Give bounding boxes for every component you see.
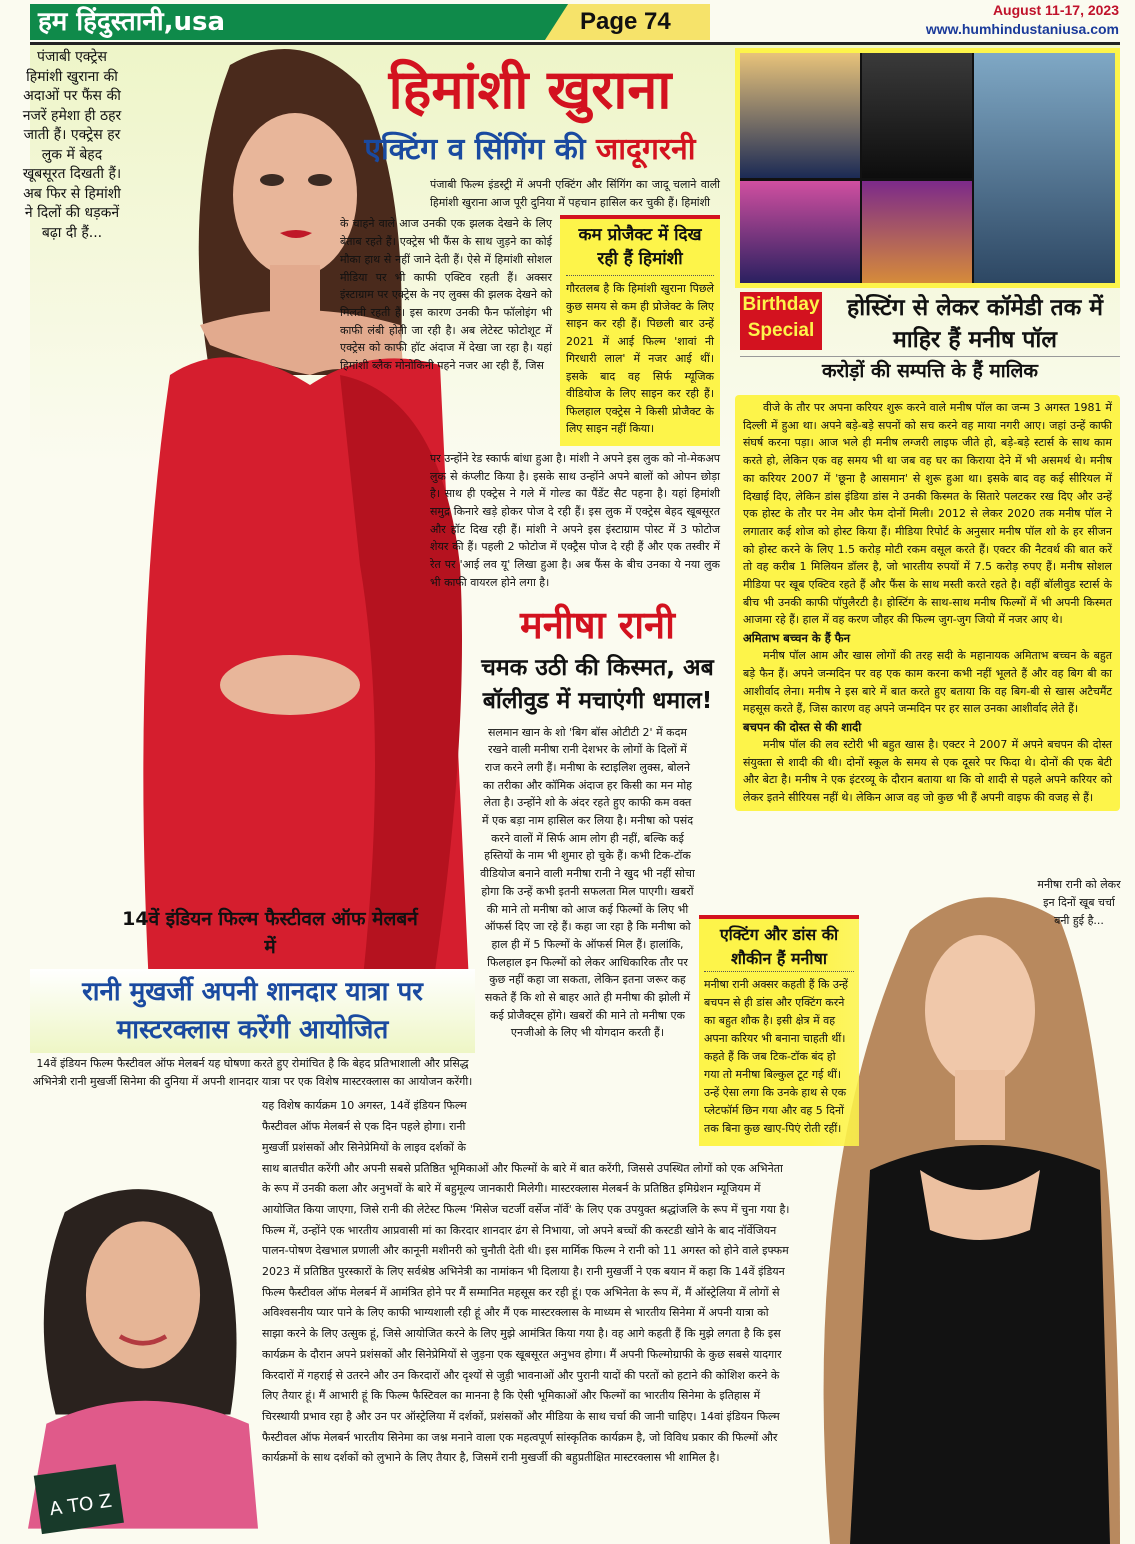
rani-board-text: A TO Z <box>48 1490 114 1521</box>
rani-heading-column <box>30 905 475 1090</box>
collage-photo-4 <box>740 181 860 283</box>
manisha-headline: मनीषा रानी <box>519 602 675 647</box>
rani-article-text: यह विशेष कार्यक्रम 10 अगस्त, 14वें इंडियन फिल्म फैस्टीवल ऑफ मेलबर्न से एक दिन पहले होगा। रानी मुखर्जी प्रशंसकों और सिनेप्रेमियों के लाइव दर्शकों के साथ बातचीत करेंगी और अपनी सबसे प्रतिष्ठित भूमिकाओं और फिल्मों के बारे में बात करेंगी, जिससे उपस्थित लोगों को एक अभिनेता के रूप में उनकी कला और अनुभवों के बारे में बहुमूल्य जानकारी मिलेगी। मास्टरक्लास मेलबर्न के प्रतिष्ठित इमिग्रेशन म्यूजियम में आयोजित किया जाएगा, जिसे रानी की लेटेस्ट फिल्म 'मिसेज चटर्जी वर्सेज नॉर्वे' के लिए एक उपयुक्त श्रद्धांजलि के रूप में चुना गया है। फिल्म में, उन्होंने एक भारतीय आप्रवासी मां का किरदार शानदार ढंग से निभाया, जो अपने बच्चों की कस्टडी खोने के बाद नॉर्वेजियन पालन-पोषण देखभाल प्रणाली और कानूनी मशीनरी को चुनौती देती थी। इस मार्मिक फिल्म ने रानी को 11 अगस्त को होने वाले इफ्फम 2023 में प्रतिष्ठित पुरस्कारों के लिए सर्वश्रेष्ठ अभिनेत्री का नामांकन भी दिलाया है। रानी मुखर्जी ने एक बयान में कहा कि 14वें इंडियन फिल्म फैस्टीवल ऑफ मेलबर्न में आमंत्रित होने पर मैं सम्मानित महसूस कर रही हूं। एक अभिनेता के रूप में, मैं ऑस्ट्रेलिया में लोगों से अविश्वसनीय प्यार पाने के लिए काफी भाग्यशाली रही हूं और मैं एक मास्टरक्लास के माध्यम से भारतीय सिनेमा में अपनी यात्रा को साझा करने के लिए उत्सुक हूं, जिसे आयोजित करने के लिए मुझे आमंत्रित किया गया है। वह आगे कहती हैं कि मुझे लगता है कि इस कार्यक्रम के दौरान अपने प्रशंसकों और सिनेप्रेमियों से जुड़ना एक खूबसूरत अनुभव होगा। मैं अपनी फिल्मोग्राफी के कुछ सबसे यादगार किरदारों में गहराई से उतरने और उन किरदारों और दृश्यों से जुड़ी भावनाओं और पुरानी यादों की परतों को हटाने की कोशिश करने के लिए तैयार हूं। मैं आभारी हूं कि फिल्म फैस्टिवल का मानना है कि ऐसी भूमिकाओं और फिल्मों का भारतीय सिनेमा के इतिहास में चिरस्थायी प्रभाव रहा है और उन पर ऑस्ट्रेलिया में दर्शकों, प्रशंसकों और मीडिया के साथ चर्चा की जानी चाहिए। 14वां इंडियन फिल्म फैस्टीवल ऑफ मेलबर्न भारतीय सिनेमा का जश्न मनाने वाला एक महत्वपूर्ण सांस्कृतिक कार्यक्रम है, जो विविध प्रकार की फिल्मों और कार्यक्रमों के साथ दर्शकों को लुभाने के लिए तैयार है, जिसमें रानी मुखर्जी की बहुप्रतीक्षित मास्टरक्लास भी शामिल है। <box>262 1099 790 1465</box>
badge-line-2: Special <box>747 320 815 341</box>
rani-photo <box>28 1160 258 1544</box>
collage-photo-3 <box>974 53 1115 283</box>
himanshi-headline: हिमांशी खुराना <box>388 58 672 121</box>
rani-text-float-spacer <box>475 1094 790 1150</box>
manish-paragraph-2: मनीष पॉल आम और खास लोगों की तरह सदी के महानायक अमिताभ बच्चन के बहुत बड़े फैन हैं। अपने जन्मदिन पर वह एक काम करना कभी नहीं भूलते हैं और वह बिग बी का आशीर्वाद लेना। मनीष ने इस बारे में बात करते हुए बताया कि वह बिग-बी से खास अटैचमैंट महसूस करते हैं, जिस कारण वह अपने जन्मदिन पर हर साल उनका आशीर्वाद लेते हैं। <box>743 649 1112 716</box>
subtitle-part-b: जादूगरनी <box>596 132 696 167</box>
manish-section-heading-2: बचपन की दोस्त से की शादी <box>743 719 862 734</box>
manisha-subheadline: चमक उठी की किस्मत, अब बॉलीवुड में मचाएंगी धमाल! <box>481 654 714 714</box>
manisha-photo-caption: मनीषा रानी को लेकर इन दिनों खूब चर्चा बनी हुई है... <box>1037 878 1121 927</box>
badge-line-1: Birthday <box>742 294 820 315</box>
manisha-box-text: मनीषा रानी अक्सर कहती हैं कि उन्हें बचपन से ही डांस और एक्टिंग करने का बहुत शौक है। इसी क्षेत्र में वह अपना करियर भी बनाना चाहती थीं। कहते हैं कि जब टिक-टॉक बंद हो गया तो मनीषा बिल्कुल टूट गई थीं। उन्हें ऐसा लगा कि उनके हाथ से एक प्लेटफॉर्म छिन गया और वह 5 दिनों तक बिना कुछ खाए-पिएं रोती रहीं। <box>704 978 848 1135</box>
manish-paragraph-3: मनीष पॉल की लव स्टोरी भी बहुत खास है। एक्टर ने 2007 में अपने बचपन की दोस्त संयुक्ता से शादी की थी। दोनों स्कूल के समय से एक दूसरे पर फिदा थे। दोनों की एक बेटी और बेटा है। मनीष ने एक इंटरव्यू के दौरान बताया था कि वो शादी से पहले अपने करियर को लेकर इतने सीरियस नहीं थे। लेकिन आज वह जो कुछ भी हैं अपनी वाइफ की वजह से हैं। <box>743 737 1112 805</box>
website-link[interactable]: www.humhindustaniusa.com <box>925 21 1119 37</box>
manish-article <box>735 395 1120 811</box>
himanshi-subheadline <box>340 128 720 172</box>
rani-lead: 14वें इंडियन फिल्म फैस्टीवल ऑफ मेलबर्न यह घोषणा करते हुए रोमांचित है कि बेहद प्रतिभाशाली और प्रसिद्ध अभिनेत्री रानी मुखर्जी सिनेमा की दुनिया में अपनी शानदार यात्रा पर एक विशेष मास्टरक्लास का आयोजन करेंगी। <box>32 1057 473 1088</box>
manish-photo-collage <box>735 48 1120 288</box>
himanshi-column-1: के चाहने वाले आज उनकी एक झलक देखने के लिए बेताब रहते हैं। एक्ट्रेस भी फैंस के साथ जुड़ने का कोई मौका हाथ से नहीं जाने देती हैं। ऐसे में हिमांशी सोशल मीडिया पर भी काफी एक्टिव रहती हैं। अक्सर इंस्टाग्राम पर एक्ट्रेस के नए लुक्स की झलक देखने को मिलती रहती हैं। इस कारण उनकी फैन फॉलोइंग भी काफी लंबी होती जा रही है। अब लेटेस्ट फोटोशूट में एक्ट्रेस को काफी हॉट अंदाज में देखा जा रहा है। यहां हिमांशी ब्लैक मोनोकिनी पहने नजर आ रही हैं, जिस <box>340 217 552 373</box>
manisha-box-title: एक्टिंग और डांस की शौकीन हैं मनीषा <box>704 923 854 972</box>
rani-kicker: 14वें इंडियन फिल्म फैस्टीवल ऑफ मेलबर्न में <box>122 908 418 958</box>
collage-photo-1 <box>740 53 860 178</box>
manish-paragraph-1: वीजे के तौर पर अपना करियर शुरू करने वाले मनीष पॉल का जन्म 3 अगस्त 1981 में दिल्ली में हुआ था। अपने बड़े-बड़े सपनों को सच करने वह माया नगरी आए। जहां उन्हें काफी संघर्ष करना पड़ा। आज भले ही मनीष लग्जरी लाइफ जीते हो, बड़े-बड़े स्टार्स के साथ काम करते हो, लेकिन एक वह समय भी था जब वह घर का किराया देने में भी असमर्थ थे। मनीष का करियर 2007 में 'छूना है आसमान' से शुरू हुआ था। इसके बाद वह कई सीरियल में दिखाई दिए, लेकिन डांस इंडिया डांस ने उनकी किस्मत के सितारे पलटकर रख दिए और उन्हें एक होस्ट के तौर पर नेम और फेम दोनों मिली। 2012 से लेकर 2020 तक मनीष पॉल ने लगातार कई शोज को होस्ट किया हैं। मीडिया रिपोर्ट के अनुसार मनीष पॉल शो के हर सीजन को होस्ट करने के लिए 1.5 करोड़ मोटी रकम वसूल करते हैं। एक्टर की नैटवर्थ की बात करें तो वह करीब 1 मिलियन डॉलर है, जो भारतीय रुपयों में 7.5 करोड़ रुपए हैं। मनीष सोशल मीडिया पर खूब एक्टिव रहते हैं और फैंस के साथ मस्ती करते रहते है। वहीं बॉलीवुड स्टार्स के बीच भी उनकी काफी पॉपुलैरटी है। होस्टिंग के साथ-साथ मनीष फिल्मों में भी अपनी किस्मत आजमा रहे हैं। हाल में वह करण जौहर की फिल्म जुग-जुग जियो में नजर आए थे। <box>743 401 1112 627</box>
rani-article <box>262 1094 790 1467</box>
himanshi-column-2: पर उन्होंने रेड स्कार्फ बांधा हुआ है। मांशी ने अपने इस लुक को नो-मेकअप लुक से कंप्लीट किया है। इसके साथ उन्होंने अपने बालों को ओपन छोड़ा है। साथ ही एक्ट्रेस ने गले में गोल्ड का पैंडेंट सैट पहना है। यहां हिमांशी समुद्र किनारे खड़े होकर पोज दे रही हैं। इस लुक में एक्ट्रेस बेहद खूबसूरत और हॉट दिख रही हैं। मांशी ने अपने इस इंस्टाग्राम पोस्ट में 3 फोटोज शेयर की हैं। पहली 2 फोटोज में एक्ट्रैस पोज दे रही हैं और एक तस्वीर में रेत पर 'आई लव यू' लिखा हुआ है। अब फैंस के बीच उनका ये नया लुक भी काफी वायरल होने लगा है। <box>430 451 720 589</box>
rani-headline-box <box>30 969 475 1053</box>
subtitle-part-a: एक्टिंग व सिंगिंग की <box>364 132 586 167</box>
himanshi-box-title: कम प्रोजैक्ट में दिख रही हैं हिमांशी <box>566 223 714 276</box>
manish-headline: होस्टिंग से लेकर कॉमेडी तक में माहिर हैं मनीष पॉल <box>846 295 1104 353</box>
middle-column <box>340 52 720 1042</box>
manish-subheadline: करोड़ों की सम्पत्ति के हैं मालिक <box>740 356 1120 385</box>
page-number: Page 74 <box>580 8 671 35</box>
himanshi-columns-row <box>340 215 720 446</box>
issue-date: August 11-17, 2023 <box>992 2 1119 18</box>
manish-heading-block <box>740 292 1120 385</box>
masthead: हम हिंदुस्तानी,usa <box>38 7 225 37</box>
collage-photo-5 <box>862 181 972 283</box>
collage-photo-2 <box>862 53 972 178</box>
himanshi-box-text: गौरतलब है कि हिमांशी खुराना पिछले कुछ समय से कम ही प्रोजेक्ट के लिए साइन कर रही हैं। पिछली बार उन्हें 2021 में आई फिल्म 'शावां नी गिरधारी लाल' में नजर आई थीं। इसके बाद वह सिर्फ म्यूजिक वीडियोज के लिए साइन कर रही हैं। फिलहाल एक्ट्रेस ने किसी प्रोजैक्ट के लिए साइन नहीं किया। <box>566 282 714 436</box>
manish-section-heading-1: अमिताभ बच्चन के हैं फैन <box>743 631 851 646</box>
himanshi-intro: पंजाबी फिल्म इंडस्ट्री में अपनी एक्टिंग और सिंगिंग का जादू चलाने वाली हिमांशी खुराना आज पूरी दुनिया में पहचान हासिल कर चुकी हैं। हिमांशी <box>430 178 720 209</box>
himanshi-side-caption: पंजाबी एक्ट्रेस हिमांशी खुराना की अदाओं पर फैंस की नजरें हमेशा ही ठहर जाती हैं। एक्ट्रेस हर लुक में बेहद खूबसूरत दिखती हैं। अब फिर से हिमांशी ने दिलों की धड़कनें बढ़ा दी हैं... <box>22 49 122 241</box>
manisha-article-text: सलमान खान के शो 'बिग बॉस ओटीटी 2' में कदम रखने वाली मनीषा रानी देशभर के लोगों के दिलों में राज करने लगी हैं। मनीषा के स्टाइलिश लुक्स, बोलने का तरीका और कॉमिक अंदाज हर किसी का मन मोह लेता है। उन्होंने शो के अंदर रहते हुए काफी कम वक्त में एक बड़ा नाम हासिल कर लिया है। मनीषा को पसंद करने वालों में सिर्फ आम लोग ही नहीं, बल्कि कई हस्तियों के नाम भी शुमार हो चुके हैं। कभी टिक-टॉक वीडियोज बनाने वाली मनीषा रानी ने खुद भी नहीं सोचा होगा कि उन्हें कभी इतनी सफलता मिल पाएगी। खबरों की माने तो मनीषा को आज कई फिल्मों के लिए भी ऑफर्स दिए जा रहे हैं। कहा जा रहा है कि मनीषा को हाल ही में 5 फिल्मों के ऑफर्स मिल हैं। हालांकि, फिलहाल इन फिल्मों को लेकर आधिकारिक तौर पर कुछ नहीं कहा जा सकता, लेकिन इतना जरूर कह सकते हैं कि शो से बाहर आते ही मनीषा की झोली में कई प्रोजैक्ट्स होंगे। खबरों की माने तो मनीषा एक एनजीओ के लिए भी योगदान करती हैं। <box>480 725 695 1040</box>
rani-headline: रानी मुखर्जी अपनी शानदार यात्रा पर मास्टरक्लास करेंगी आयोजित <box>82 977 423 1045</box>
himanshi-sidebar-box <box>560 215 720 446</box>
